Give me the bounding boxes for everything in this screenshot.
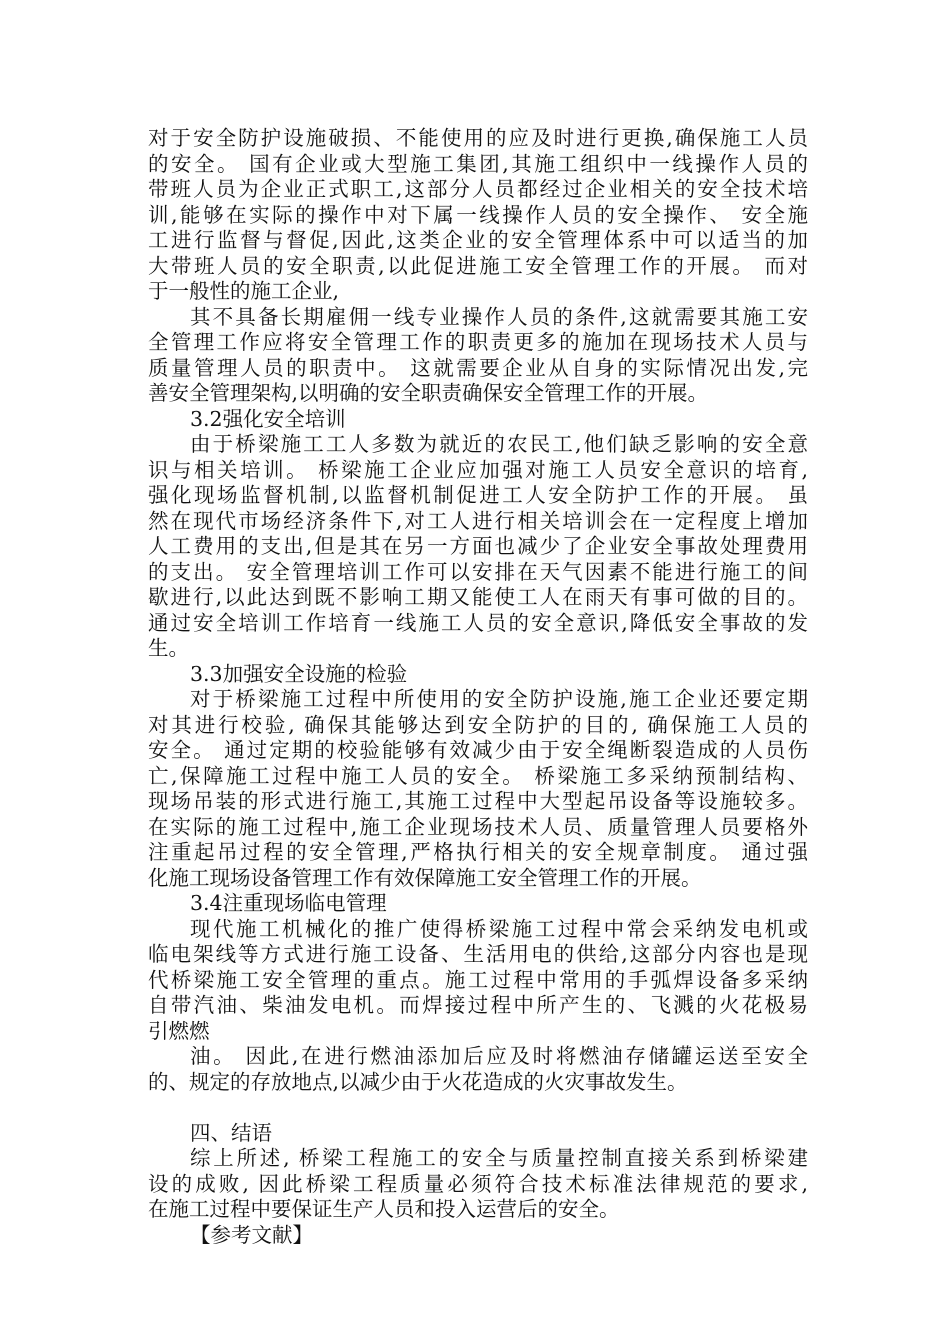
text-line: 强化现场监督机制,以监督机制促进工人安全防护工作的开展。 虽 [148, 483, 808, 507]
text-line: 对于安全防护设施破损、不能使用的应及时进行更换,确保施工人员 [148, 126, 808, 150]
references-heading: 【参考文献】 [190, 1222, 313, 1247]
paragraph-safety-facilities [148, 126, 808, 305]
text-line: 自带汽油、柴油发电机。而焊接过程中所产生的、飞溅的火花极易 [148, 993, 808, 1017]
text-line: 生。 [148, 636, 189, 660]
text-line: 识与相关培训。 桥梁施工企业应加强对施工人员安全意识的培育, [148, 457, 808, 482]
text-line: 训,能够在实际的操作中对下属一线操作人员的安全操作、 安全施 [148, 202, 808, 227]
paragraph-facility-inspection [148, 687, 808, 891]
text-line: 由于桥梁施工工人多数为就近的农民工,他们缺乏影响的安全意 [190, 432, 808, 456]
text-line: 代桥梁施工安全管理的重点。施工过程中常用的手弧焊设备多采纳 [148, 967, 808, 992]
paragraph-temporary-power [148, 917, 808, 1045]
section-heading-3-2: 3.2强化安全培训 [190, 406, 346, 431]
text-line: 然在现代市场经济条件下,对工人进行相关培训会在一定程度上增加 [148, 508, 808, 533]
text-line: 其不具备长期雇佣一线专业操作人员的条件,这就需要其施工安 [190, 304, 808, 329]
text-line: 在施工过程中要保证生产人员和投入运营后的安全。 [148, 1197, 620, 1221]
text-line: 在实际的施工过程中,施工企业现场技术人员、质量管理人员要格外 [148, 814, 808, 839]
text-line: 注重起吊过程的安全管理,严格执行相关的安全规章制度。 通过强 [148, 840, 808, 864]
text-line: 质量管理人员的职责中。 这就需要企业从自身的实际情况出发,完 [148, 355, 808, 380]
paragraph-conclusion [148, 1146, 808, 1223]
text-line: 于一般性的施工企业, [148, 279, 340, 303]
blank-line [148, 1095, 808, 1121]
text-line: 工进行监督与督促,因此,这类企业的安全管理体系中可以适当的加 [148, 228, 808, 252]
text-line: 的安全。 国有企业或大型施工集团,其施工组织中一线操作人员的 [148, 151, 808, 176]
text-line: 全管理工作应将安全管理工作的职责更多的施加在现场技术人员与 [148, 330, 808, 354]
text-line: 的、规定的存放地点,以减少由于火花造成的火灾事故发生。 [148, 1069, 688, 1094]
text-line: 带班人员为企业正式职工,这部分人员都经过企业相关的安全技术培 [148, 177, 808, 201]
text-line: 大带班人员的安全职责,以此促进施工安全管理工作的开展。 而对 [148, 253, 808, 278]
text-line: 亡,保障施工过程中施工人员的安全。 桥梁施工多采纳预制结构、 [148, 763, 808, 788]
paragraph-general-enterprises [148, 305, 808, 407]
text-line: 设的成败, 因此桥梁工程质量必须符合技术标准法律规范的要求, [148, 1171, 808, 1196]
text-line: 油。 因此,在进行燃油添加后应及时将燃油存储罐运送至安全 [190, 1044, 808, 1068]
text-line: 人工费用的支出,但是其在另一方面也减少了企业安全事故处理费用 [148, 534, 808, 558]
paragraph-fuel-storage [148, 1044, 808, 1095]
text-line: 临电架线等方式进行施工设备、生活用电的供给,这部分内容也是现 [148, 942, 808, 966]
text-line: 对其进行校验, 确保其能够达到安全防护的目的, 确保施工人员的 [148, 712, 808, 737]
section-heading-conclusion: 四、结语 [190, 1120, 272, 1145]
text-line: 现代施工机械化的推广使得桥梁施工过程中常会采纳发电机或 [190, 916, 808, 941]
text-line: 化施工现场设备管理工作有效保障施工安全管理工作的开展。 [148, 865, 702, 890]
document-page [148, 126, 808, 1248]
text-line: 引燃燃 [148, 1018, 210, 1043]
text-line: 综上所述, 桥梁工程施工的安全与质量控制直接关系到桥梁建 [190, 1146, 808, 1170]
text-line: 对于桥梁施工过程中所使用的安全防护设施,施工企业还要定期 [190, 687, 808, 711]
section-heading-3-3: 3.3加强安全设施的检验 [190, 661, 408, 686]
text-line: 善安全管理架构,以明确的安全职责确保安全管理工作的开展。 [148, 381, 709, 405]
section-heading-3-4: 3.4注重现场临电管理 [190, 891, 387, 915]
text-line: 的支出。 安全管理培训工作可以安排在天气因素不能进行施工的间 [148, 559, 808, 584]
text-line: 通过安全培训工作培育一线施工人员的安全意识,降低安全事故的发 [148, 610, 808, 635]
text-line: 歇进行,以此达到既不影响工期又能使工人在雨天有事可做的目的。 [148, 585, 808, 609]
text-line: 现场吊装的形式进行施工,其施工过程中大型起吊设备等设施较多。 [148, 789, 808, 813]
paragraph-safety-training [148, 432, 808, 662]
text-line: 安全。 通过定期的校验能够有效减少由于安全绳断裂造成的人员伤 [148, 738, 808, 762]
